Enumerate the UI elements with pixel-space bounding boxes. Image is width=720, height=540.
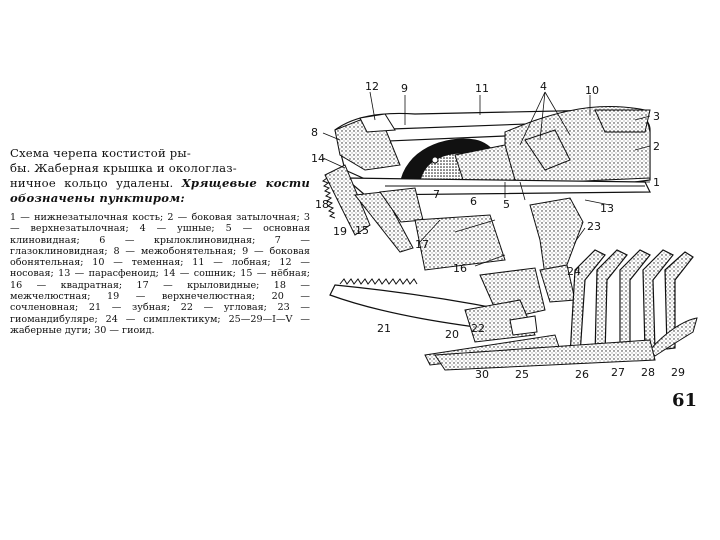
label-24: 24	[567, 265, 581, 278]
label-10: 10	[585, 84, 599, 97]
label-21: 21	[377, 322, 391, 335]
label-29: 29	[671, 366, 685, 379]
skull-diagram	[305, 70, 700, 390]
caption-note: Хрящевые кости обозначены пунктиром:	[10, 176, 310, 205]
caption-title	[10, 146, 310, 206]
supraoccipital	[595, 110, 650, 132]
label-4: 4	[540, 80, 547, 93]
label-14: 14	[311, 152, 325, 165]
label-23: 23	[587, 220, 601, 233]
label-3: 3	[653, 110, 660, 123]
label-27: 27	[611, 366, 625, 379]
label-22: 22	[471, 322, 485, 335]
label-25: 25	[515, 368, 529, 381]
page-number: 61	[672, 390, 698, 411]
label-1: 1	[653, 176, 660, 189]
label-28: 28	[641, 366, 655, 379]
foramen	[432, 157, 438, 163]
figure-caption	[10, 146, 310, 336]
label-8: 8	[311, 126, 318, 139]
hyomandibular	[530, 198, 583, 275]
caption-title-text: Схема черепа костистой ры- бы. Жаберная крышка и окологлаз- ничное кольцо удалены.	[10, 146, 237, 190]
label-12: 12	[365, 80, 379, 93]
label-7: 7	[433, 188, 440, 201]
label-20: 20	[445, 328, 459, 341]
label-2: 2	[653, 140, 660, 153]
angular	[510, 316, 537, 335]
label-26: 26	[575, 368, 589, 381]
label-11: 11	[475, 82, 489, 95]
label-30: 30	[475, 368, 489, 381]
label-9: 9	[401, 82, 408, 95]
label-5: 5	[503, 198, 510, 211]
dentary-teeth	[340, 279, 417, 284]
label-13: 13	[600, 202, 614, 215]
label-19: 19	[333, 225, 347, 238]
label-6: 6	[470, 195, 477, 208]
label-15: 15	[355, 224, 369, 237]
label-17: 17	[415, 238, 429, 251]
label-18: 18	[315, 198, 329, 211]
label-16: 16	[453, 262, 467, 275]
caption-legend: 1 — нижнезатылочная кость; 2 — боковая затылочная; 3 — верхнезатылочная; 4 — ушные; 5 — основная клиновидная; 6 — крылоклиновидная; 7 — глазоклиновидная; 8 — межобонятельная; 9 — боковая обонятельная; 10 — теменная; 11 — лобная; 12 — носовая; 13 — парасфеноид; 14 — сошник; 15 — нёбная; 16 — квадратная; 17 — крыловидные; 18 — межчелюстная; 19 — верхнечелюстная; 20 — сочленовная; 21 — зубная; 22 — угловая; 23 — гиомандибуляре; 24 — симплектикум; 25—29—I—V — жаберные дуги; 30 — гиоид.	[10, 212, 310, 336]
